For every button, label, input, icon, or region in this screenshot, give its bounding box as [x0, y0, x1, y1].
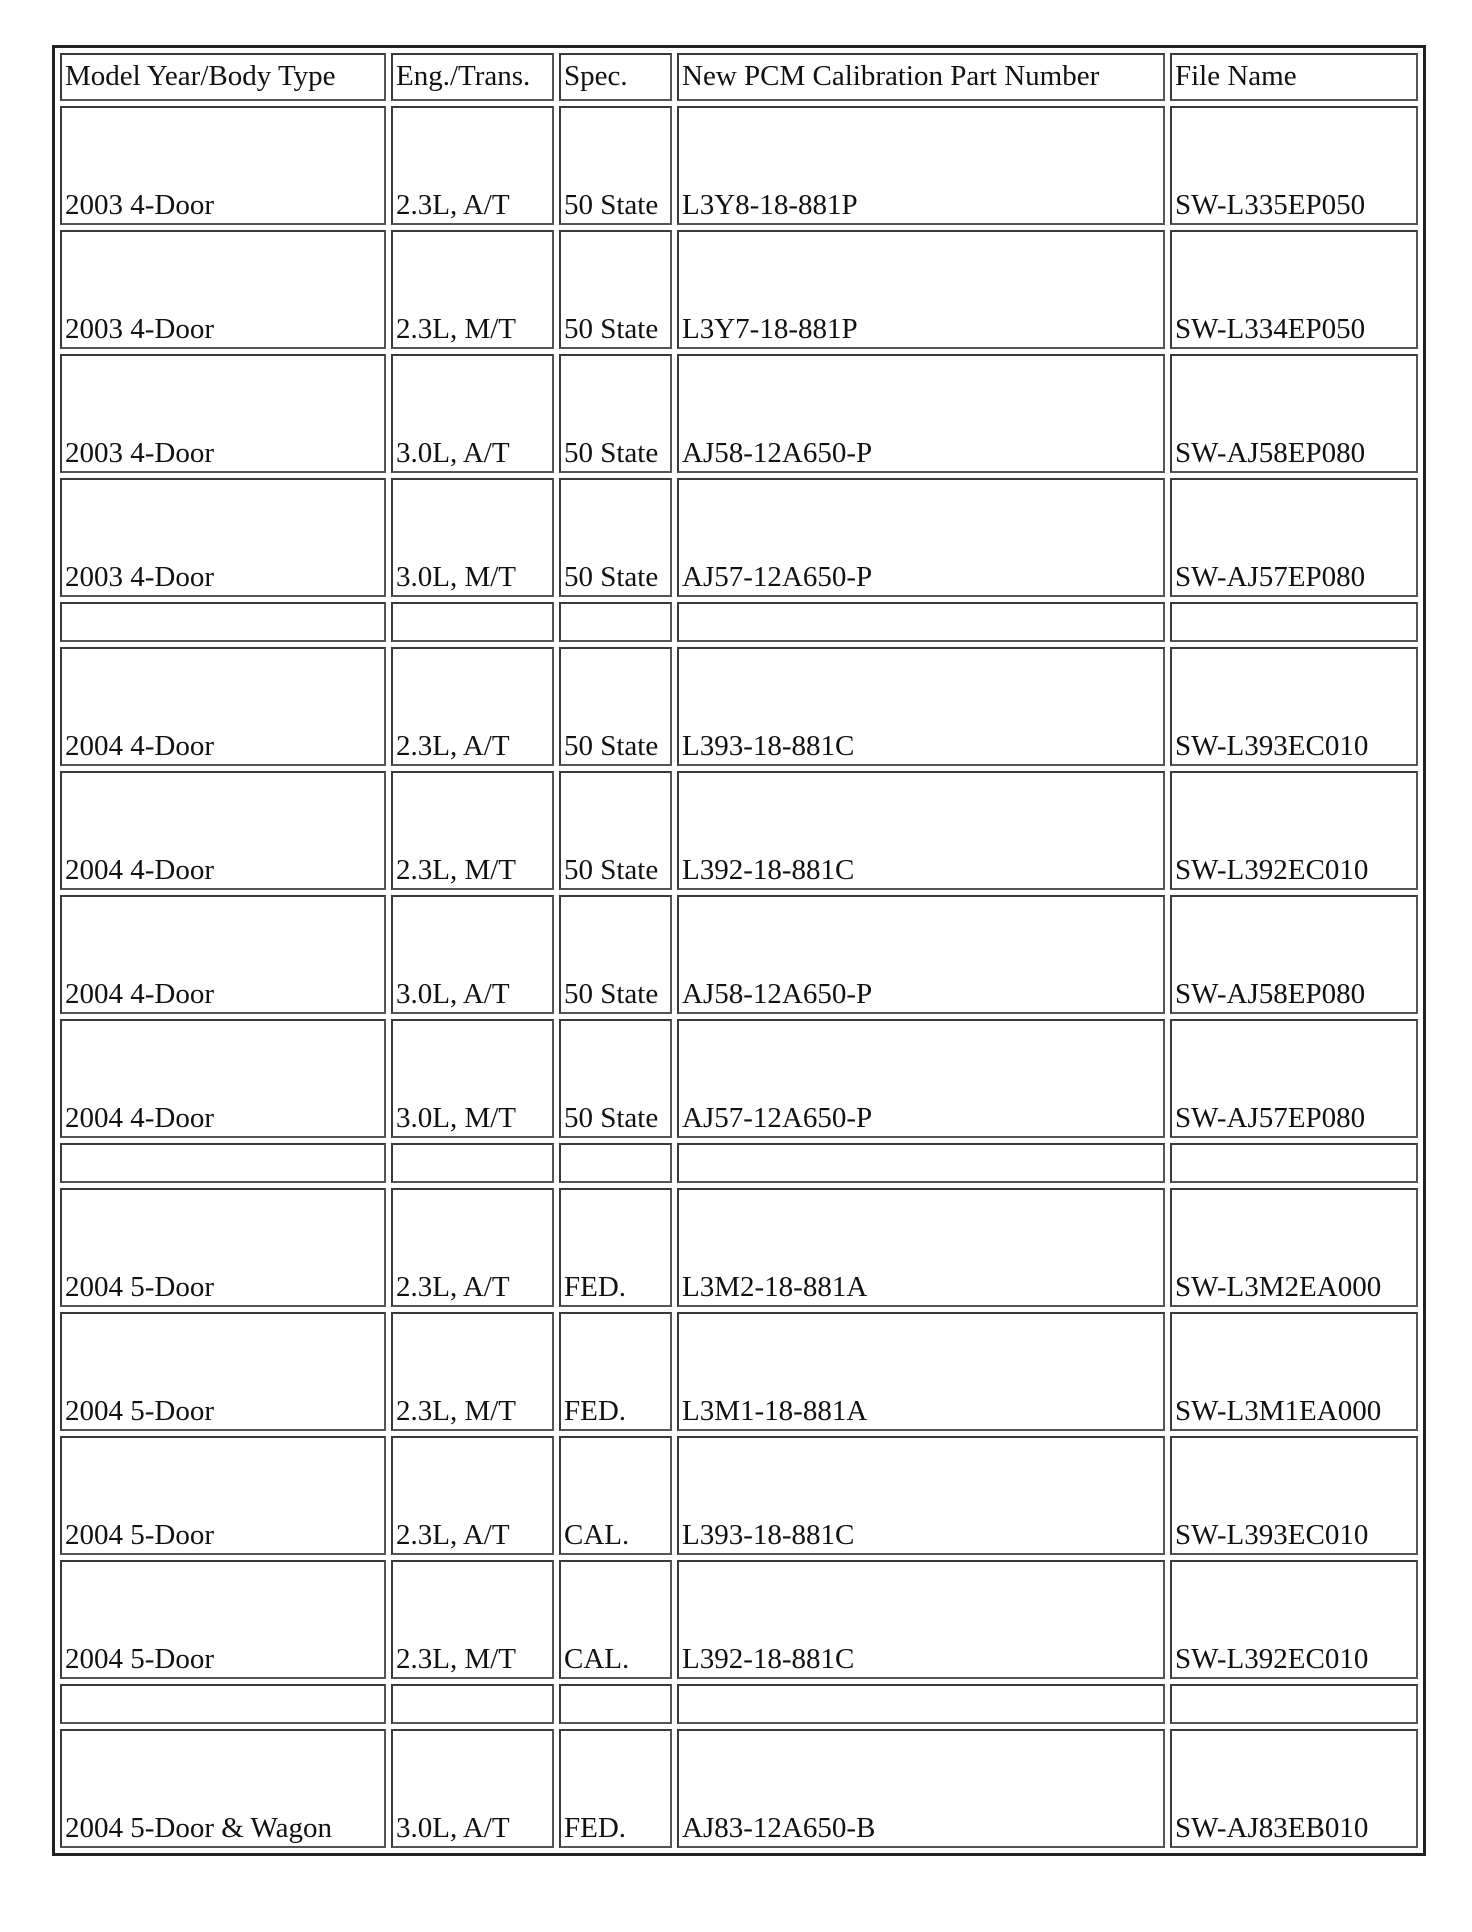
cell-eng-trans: 2.3L, M/T	[391, 1312, 554, 1431]
header-eng-trans: Eng./Trans.	[391, 53, 554, 101]
cell-empty	[391, 1684, 554, 1724]
cell-model-year-body-type: 2004 5-Door	[60, 1188, 386, 1307]
cell-file-name: SW-L334EP050	[1170, 230, 1418, 349]
cell-file-name: SW-AJ58EP080	[1170, 354, 1418, 473]
table-row	[60, 106, 1418, 225]
cell-model-year-body-type: 2003 4-Door	[60, 230, 386, 349]
cell-pcm-part-number: L3Y8-18-881P	[677, 106, 1165, 225]
cell-spec: 50 State	[559, 230, 672, 349]
table-row	[60, 1436, 1418, 1555]
cell-model-year-body-type: 2003 4-Door	[60, 478, 386, 597]
header-model-year-body-type: Model Year/Body Type	[60, 53, 386, 101]
cell-file-name: SW-L392EC010	[1170, 771, 1418, 890]
cell-empty	[60, 1143, 386, 1183]
cell-file-name: SW-AJ57EP080	[1170, 478, 1418, 597]
cell-model-year-body-type: 2004 4-Door	[60, 895, 386, 1014]
cell-pcm-part-number: L3M2-18-881A	[677, 1188, 1165, 1307]
cell-eng-trans: 2.3L, M/T	[391, 771, 554, 890]
header-spec: Spec.	[559, 53, 672, 101]
cell-eng-trans: 3.0L, M/T	[391, 478, 554, 597]
cell-eng-trans: 2.3L, A/T	[391, 1436, 554, 1555]
cell-pcm-part-number: L392-18-881C	[677, 1560, 1165, 1679]
cell-eng-trans: 2.3L, M/T	[391, 1560, 554, 1679]
cell-model-year-body-type: 2004 4-Door	[60, 1019, 386, 1138]
cell-empty	[677, 602, 1165, 642]
table-row	[60, 230, 1418, 349]
cell-model-year-body-type: 2004 5-Door	[60, 1436, 386, 1555]
cell-empty	[1170, 1684, 1418, 1724]
table-row	[60, 1729, 1418, 1848]
header-pcm-part-number: New PCM Calibration Part Number	[677, 53, 1165, 101]
cell-file-name: SW-L393EC010	[1170, 1436, 1418, 1555]
cell-empty	[391, 602, 554, 642]
header-file-name: File Name	[1170, 53, 1418, 101]
cell-model-year-body-type: 2004 5-Door	[60, 1560, 386, 1679]
cell-file-name: SW-L3M2EA000	[1170, 1188, 1418, 1307]
table-row	[60, 1560, 1418, 1679]
cell-eng-trans: 3.0L, A/T	[391, 895, 554, 1014]
table-row	[60, 478, 1418, 597]
cell-spec: CAL.	[559, 1560, 672, 1679]
cell-pcm-part-number: L3Y7-18-881P	[677, 230, 1165, 349]
cell-model-year-body-type: 2004 5-Door	[60, 1312, 386, 1431]
cell-empty	[559, 602, 672, 642]
table-row	[60, 895, 1418, 1014]
cell-file-name: SW-AJ57EP080	[1170, 1019, 1418, 1138]
cell-pcm-part-number: AJ57-12A650-P	[677, 1019, 1165, 1138]
cell-pcm-part-number: L3M1-18-881A	[677, 1312, 1165, 1431]
cell-eng-trans: 2.3L, M/T	[391, 230, 554, 349]
cell-eng-trans: 3.0L, M/T	[391, 1019, 554, 1138]
cell-file-name: SW-L393EC010	[1170, 647, 1418, 766]
table-header-row	[60, 53, 1418, 101]
table-row-spacer	[60, 1684, 1418, 1724]
table-row-spacer	[60, 602, 1418, 642]
table-row	[60, 771, 1418, 890]
cell-empty	[1170, 1143, 1418, 1183]
cell-empty	[677, 1684, 1165, 1724]
cell-spec: FED.	[559, 1729, 672, 1848]
cell-pcm-part-number: L393-18-881C	[677, 647, 1165, 766]
cell-eng-trans: 2.3L, A/T	[391, 647, 554, 766]
cell-pcm-part-number: L392-18-881C	[677, 771, 1165, 890]
cell-spec: FED.	[559, 1312, 672, 1431]
cell-eng-trans: 3.0L, A/T	[391, 1729, 554, 1848]
cell-spec: CAL.	[559, 1436, 672, 1555]
table-row	[60, 1188, 1418, 1307]
cell-spec: 50 State	[559, 895, 672, 1014]
cell-file-name: SW-L335EP050	[1170, 106, 1418, 225]
table-row	[60, 1312, 1418, 1431]
table-row	[60, 647, 1418, 766]
cell-model-year-body-type: 2004 4-Door	[60, 771, 386, 890]
cell-spec: 50 State	[559, 647, 672, 766]
cell-model-year-body-type: 2003 4-Door	[60, 354, 386, 473]
cell-spec: FED.	[559, 1188, 672, 1307]
cell-eng-trans: 3.0L, A/T	[391, 354, 554, 473]
calibration-table	[52, 45, 1426, 1856]
cell-eng-trans: 2.3L, A/T	[391, 1188, 554, 1307]
cell-empty	[677, 1143, 1165, 1183]
cell-eng-trans: 2.3L, A/T	[391, 106, 554, 225]
cell-file-name: SW-L3M1EA000	[1170, 1312, 1418, 1431]
cell-pcm-part-number: AJ58-12A650-P	[677, 354, 1165, 473]
cell-pcm-part-number: AJ57-12A650-P	[677, 478, 1165, 597]
cell-empty	[391, 1143, 554, 1183]
cell-empty	[60, 602, 386, 642]
cell-model-year-body-type: 2004 5-Door & Wagon	[60, 1729, 386, 1848]
cell-model-year-body-type: 2003 4-Door	[60, 106, 386, 225]
cell-model-year-body-type: 2004 4-Door	[60, 647, 386, 766]
cell-file-name: SW-AJ58EP080	[1170, 895, 1418, 1014]
cell-empty	[559, 1684, 672, 1724]
cell-pcm-part-number: L393-18-881C	[677, 1436, 1165, 1555]
table-row	[60, 354, 1418, 473]
table-row-spacer	[60, 1143, 1418, 1183]
cell-spec: 50 State	[559, 478, 672, 597]
cell-pcm-part-number: AJ83-12A650-B	[677, 1729, 1165, 1848]
cell-empty	[559, 1143, 672, 1183]
cell-spec: 50 State	[559, 354, 672, 473]
cell-empty	[1170, 602, 1418, 642]
cell-file-name: SW-L392EC010	[1170, 1560, 1418, 1679]
cell-empty	[60, 1684, 386, 1724]
cell-file-name: SW-AJ83EB010	[1170, 1729, 1418, 1848]
cell-spec: 50 State	[559, 1019, 672, 1138]
table-row	[60, 1019, 1418, 1138]
cell-spec: 50 State	[559, 106, 672, 225]
cell-pcm-part-number: AJ58-12A650-P	[677, 895, 1165, 1014]
cell-spec: 50 State	[559, 771, 672, 890]
